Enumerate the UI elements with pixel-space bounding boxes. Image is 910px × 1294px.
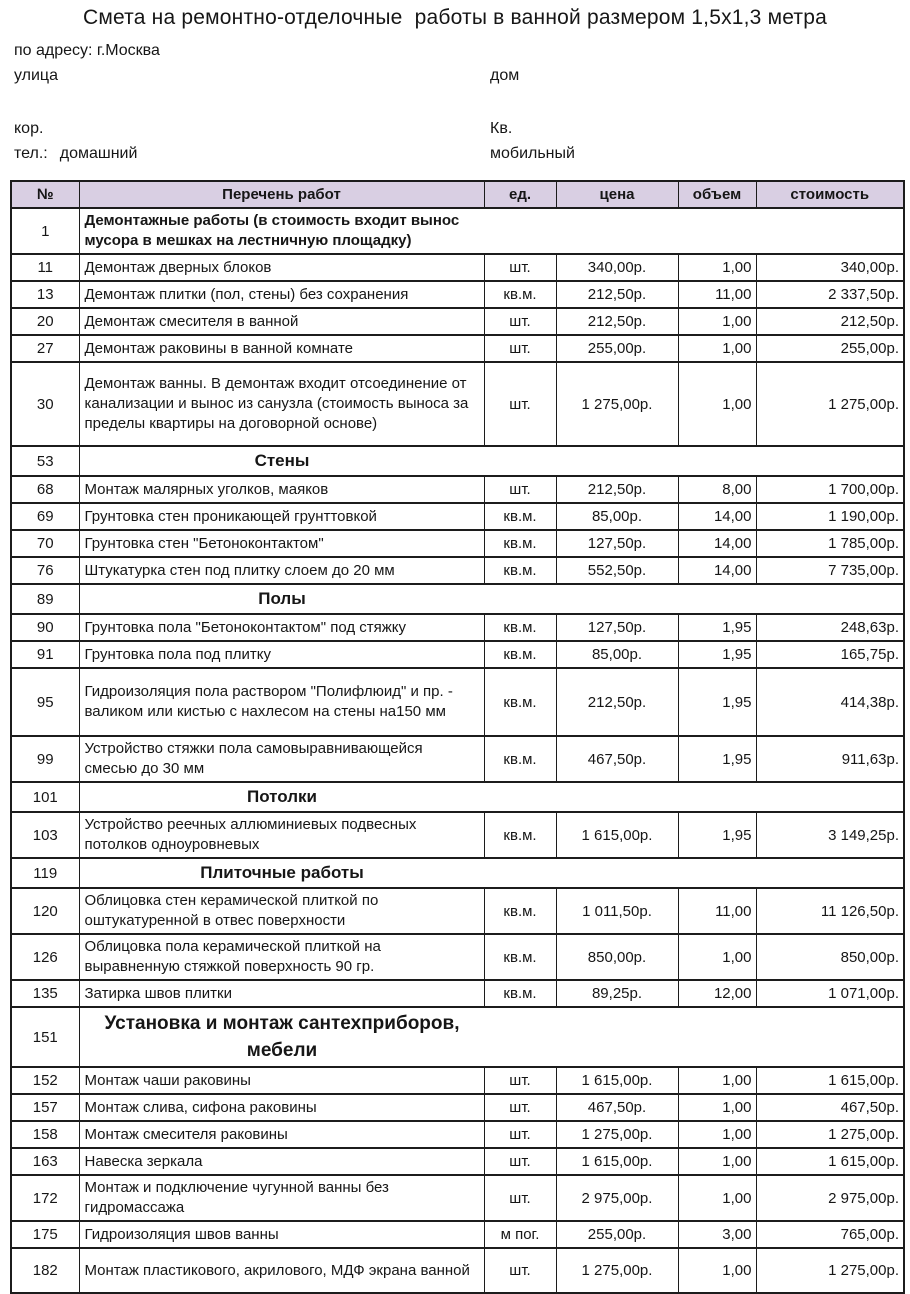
cost-cell: 7 735,00р.: [756, 557, 904, 584]
unit-cell: кв.м.: [484, 668, 556, 736]
apartment-label: Кв.: [490, 120, 513, 137]
volume-cell: 1,95: [678, 812, 756, 858]
volume-cell: 1,00: [678, 1067, 756, 1094]
building-label: кор.: [14, 120, 44, 137]
work-description-cell: Демонтаж дверных блоков: [79, 254, 484, 281]
work-description-cell: Гидроизоляция пола раствором "Полифлюид" и пр. - валиком или кистью с нахлесом на стены на150 мм: [79, 668, 484, 736]
column-header-number: №: [11, 181, 79, 208]
phone-mobile-label: мобильный: [490, 145, 575, 162]
section-title-cell: [79, 584, 904, 614]
work-item-row: [11, 254, 904, 281]
volume-cell: 1,00: [678, 1175, 756, 1221]
volume-cell: 14,00: [678, 503, 756, 530]
volume-cell: 1,00: [678, 254, 756, 281]
cost-cell: 1 700,00р.: [756, 476, 904, 503]
price-cell: 85,00р.: [556, 503, 678, 530]
work-description-cell: Демонтаж плитки (пол, стены) без сохранения: [79, 281, 484, 308]
work-item-row: [11, 614, 904, 641]
unit-cell: шт.: [484, 254, 556, 281]
cost-cell: 1 190,00р.: [756, 503, 904, 530]
price-cell: 1 011,50р.: [556, 888, 678, 934]
row-number-cell: 1: [11, 208, 79, 254]
estimate-table: [10, 180, 905, 1294]
cost-cell: 340,00р.: [756, 254, 904, 281]
row-number-cell: 101: [11, 782, 79, 812]
price-cell: 1 275,00р.: [556, 1121, 678, 1148]
price-cell: 212,50р.: [556, 476, 678, 503]
work-item-row: [11, 476, 904, 503]
unit-cell: кв.м.: [484, 736, 556, 782]
row-number-cell: 172: [11, 1175, 79, 1221]
work-item-row: [11, 1248, 904, 1293]
phone-line: [14, 141, 490, 166]
price-cell: 127,50р.: [556, 530, 678, 557]
price-cell: 467,50р.: [556, 736, 678, 782]
phone-home-label: домашний: [59, 145, 138, 162]
section-title-cell: [79, 1007, 904, 1067]
work-description-cell: Гидроизоляция швов ванны: [79, 1221, 484, 1248]
unit-cell: кв.м.: [484, 530, 556, 557]
table-header-row: [11, 181, 904, 208]
work-description-cell: Грунтовка стен проникающей грунттовкой: [79, 503, 484, 530]
price-cell: 552,50р.: [556, 557, 678, 584]
work-description-cell: Устройство стяжки пола самовыравнивающейся смесью до 30 мм: [79, 736, 484, 782]
cost-cell: 1 785,00р.: [756, 530, 904, 557]
price-cell: 467,50р.: [556, 1094, 678, 1121]
volume-cell: 1,95: [678, 736, 756, 782]
section-row: [11, 584, 904, 614]
cost-cell: 850,00р.: [756, 934, 904, 980]
price-cell: 127,50р.: [556, 614, 678, 641]
cost-cell: 911,63р.: [756, 736, 904, 782]
price-cell: 255,00р.: [556, 335, 678, 362]
work-description-cell: Грунтовка пола под плитку: [79, 641, 484, 668]
cost-cell: 1 275,00р.: [756, 362, 904, 446]
column-header-unit: ед.: [484, 181, 556, 208]
unit-cell: кв.м.: [484, 888, 556, 934]
unit-cell: шт.: [484, 1148, 556, 1175]
section-row: [11, 208, 904, 254]
row-number-cell: 182: [11, 1248, 79, 1293]
row-number-cell: 95: [11, 668, 79, 736]
price-cell: 89,25р.: [556, 980, 678, 1007]
cost-cell: 165,75р.: [756, 641, 904, 668]
work-description-cell: Облицовка пола керамической плиткой на выравненную стяжкой поверхность 90 гр.: [79, 934, 484, 980]
unit-cell: м пог.: [484, 1221, 556, 1248]
work-item-row: [11, 1094, 904, 1121]
cost-cell: 1 071,00р.: [756, 980, 904, 1007]
work-item-row: [11, 1067, 904, 1094]
work-description-cell: Монтаж пластикового, акрилового, МДФ экрана ванной: [79, 1248, 484, 1293]
section-row: [11, 446, 904, 476]
section-row: [11, 858, 904, 888]
address-line: по адресу: г.Москва: [14, 42, 160, 59]
price-cell: 1 615,00р.: [556, 1067, 678, 1094]
work-description-cell: Грунтовка стен "Бетоноконтактом": [79, 530, 484, 557]
document-meta: [0, 38, 910, 166]
price-cell: 340,00р.: [556, 254, 678, 281]
price-cell: 2 975,00р.: [556, 1175, 678, 1221]
row-number-cell: 69: [11, 503, 79, 530]
row-number-cell: 120: [11, 888, 79, 934]
volume-cell: 12,00: [678, 980, 756, 1007]
work-description-cell: Затирка швов плитки: [79, 980, 484, 1007]
volume-cell: 14,00: [678, 530, 756, 557]
row-number-cell: 11: [11, 254, 79, 281]
unit-cell: кв.м.: [484, 503, 556, 530]
document-title: Смета на ремонтно-отделочные работы в ванной размером 1,5х1,3 метра: [82, 6, 827, 29]
section-title: Стены: [254, 451, 310, 470]
section-row: [11, 782, 904, 812]
work-item-row: [11, 557, 904, 584]
work-description-cell: Демонтаж ванны. В демонтаж входит отсоединение от канализации и вынос из санузла (стоимость выноса за пределы квартиры на договорной основе): [79, 362, 484, 446]
meta-spacer: [14, 88, 910, 116]
row-number-cell: 13: [11, 281, 79, 308]
row-number-cell: 151: [11, 1007, 79, 1067]
price-cell: 1 615,00р.: [556, 812, 678, 858]
work-item-row: [11, 1121, 904, 1148]
unit-cell: кв.м.: [484, 281, 556, 308]
section-title: Установка и монтаж сантехприборов, мебели: [104, 1013, 460, 1061]
volume-cell: 3,00: [678, 1221, 756, 1248]
volume-cell: 1,00: [678, 1248, 756, 1293]
street-label: улица: [14, 67, 58, 84]
volume-cell: 1,00: [678, 1094, 756, 1121]
price-cell: 212,50р.: [556, 668, 678, 736]
work-description-cell: Штукатурка стен под плитку слоем до 20 мм: [79, 557, 484, 584]
price-cell: 850,00р.: [556, 934, 678, 980]
work-description-cell: Грунтовка пола "Бетоноконтактом" под стяжку: [79, 614, 484, 641]
price-cell: 212,50р.: [556, 308, 678, 335]
row-number-cell: 27: [11, 335, 79, 362]
row-number-cell: 91: [11, 641, 79, 668]
work-description-cell: Демонтаж смесителя в ванной: [79, 308, 484, 335]
work-item-row: [11, 641, 904, 668]
cost-cell: 1 615,00р.: [756, 1148, 904, 1175]
cost-cell: 1 275,00р.: [756, 1248, 904, 1293]
house-label: дом: [490, 67, 520, 84]
work-item-row: [11, 1148, 904, 1175]
work-item-row: [11, 503, 904, 530]
price-cell: 1 275,00р.: [556, 1248, 678, 1293]
unit-cell: шт.: [484, 1175, 556, 1221]
unit-cell: кв.м.: [484, 614, 556, 641]
price-cell: 255,00р.: [556, 1221, 678, 1248]
work-description-cell: Навеска зеркала: [79, 1148, 484, 1175]
column-header-cost: стоимость: [756, 181, 904, 208]
row-number-cell: 126: [11, 934, 79, 980]
volume-cell: 1,00: [678, 362, 756, 446]
column-header-price: цена: [556, 181, 678, 208]
work-item-row: [11, 1175, 904, 1221]
work-item-row: [11, 308, 904, 335]
work-description-cell: Монтаж и подключение чугунной ванны без гидромассажа: [79, 1175, 484, 1221]
cost-cell: 414,38р.: [756, 668, 904, 736]
column-header-works: Перечень работ: [79, 181, 484, 208]
row-number-cell: 157: [11, 1094, 79, 1121]
volume-cell: 1,00: [678, 335, 756, 362]
work-item-row: [11, 281, 904, 308]
work-item-row: [11, 812, 904, 858]
section-title: Полы: [258, 589, 306, 608]
cost-cell: 2 975,00р.: [756, 1175, 904, 1221]
unit-cell: шт.: [484, 308, 556, 335]
volume-cell: 1,95: [678, 641, 756, 668]
work-item-row: [11, 1221, 904, 1248]
section-row: [11, 1007, 904, 1067]
unit-cell: кв.м.: [484, 641, 556, 668]
row-number-cell: 90: [11, 614, 79, 641]
work-item-row: [11, 668, 904, 736]
cost-cell: 255,00р.: [756, 335, 904, 362]
section-title: Плиточные работы: [200, 863, 364, 882]
unit-cell: шт.: [484, 1094, 556, 1121]
cost-cell: 212,50р.: [756, 308, 904, 335]
volume-cell: 11,00: [678, 281, 756, 308]
volume-cell: 1,00: [678, 1121, 756, 1148]
cost-cell: 1 615,00р.: [756, 1067, 904, 1094]
phone-label: тел.:: [14, 145, 48, 162]
unit-cell: кв.м.: [484, 980, 556, 1007]
cost-cell: 765,00р.: [756, 1221, 904, 1248]
row-number-cell: 158: [11, 1121, 79, 1148]
work-description-cell: Устройство реечных аллюминиевых подвесных потолков одноуровневых: [79, 812, 484, 858]
section-title-cell: [79, 446, 904, 476]
cost-cell: 467,50р.: [756, 1094, 904, 1121]
row-number-cell: 119: [11, 858, 79, 888]
price-cell: 1 615,00р.: [556, 1148, 678, 1175]
column-header-volume: объем: [678, 181, 756, 208]
row-number-cell: 70: [11, 530, 79, 557]
volume-cell: 1,95: [678, 614, 756, 641]
work-description-cell: Облицовка стен керамической плиткой по оштукатуренной в отвес поверхности: [79, 888, 484, 934]
volume-cell: 1,00: [678, 1148, 756, 1175]
row-number-cell: 20: [11, 308, 79, 335]
work-description-cell: Демонтаж раковины в ванной комнате: [79, 335, 484, 362]
volume-cell: 1,95: [678, 668, 756, 736]
cost-cell: 11 126,50р.: [756, 888, 904, 934]
row-number-cell: 30: [11, 362, 79, 446]
row-number-cell: 76: [11, 557, 79, 584]
work-item-row: [11, 335, 904, 362]
row-number-cell: 103: [11, 812, 79, 858]
unit-cell: шт.: [484, 476, 556, 503]
work-description-cell: Монтаж смесителя раковины: [79, 1121, 484, 1148]
unit-cell: кв.м.: [484, 934, 556, 980]
row-number-cell: 89: [11, 584, 79, 614]
work-item-row: [11, 934, 904, 980]
work-description-cell: Монтаж малярных уголков, маяков: [79, 476, 484, 503]
cost-cell: 2 337,50р.: [756, 281, 904, 308]
cost-cell: 1 275,00р.: [756, 1121, 904, 1148]
work-item-row: [11, 362, 904, 446]
row-number-cell: 175: [11, 1221, 79, 1248]
work-description-cell: Монтаж слива, сифона раковины: [79, 1094, 484, 1121]
unit-cell: кв.м.: [484, 557, 556, 584]
row-number-cell: 99: [11, 736, 79, 782]
work-item-row: [11, 530, 904, 557]
unit-cell: шт.: [484, 1067, 556, 1094]
unit-cell: шт.: [484, 335, 556, 362]
group-note-cell: [79, 208, 904, 254]
price-cell: 1 275,00р.: [556, 362, 678, 446]
work-item-row: [11, 888, 904, 934]
group-note: Демонтажные работы (в стоимость входит вынос мусора в мешках на лестничную площадку): [84, 212, 460, 249]
volume-cell: 14,00: [678, 557, 756, 584]
unit-cell: шт.: [484, 1121, 556, 1148]
section-title-cell: [79, 858, 904, 888]
cost-cell: 248,63р.: [756, 614, 904, 641]
volume-cell: 1,00: [678, 308, 756, 335]
row-number-cell: 53: [11, 446, 79, 476]
price-cell: 212,50р.: [556, 281, 678, 308]
work-item-row: [11, 736, 904, 782]
unit-cell: кв.м.: [484, 812, 556, 858]
price-cell: 85,00р.: [556, 641, 678, 668]
unit-cell: шт.: [484, 362, 556, 446]
cost-cell: 3 149,25р.: [756, 812, 904, 858]
row-number-cell: 163: [11, 1148, 79, 1175]
volume-cell: 8,00: [678, 476, 756, 503]
unit-cell: шт.: [484, 1248, 556, 1293]
work-description-cell: Монтаж чаши раковины: [79, 1067, 484, 1094]
work-item-row: [11, 980, 904, 1007]
row-number-cell: 68: [11, 476, 79, 503]
section-title-cell: [79, 782, 904, 812]
volume-cell: 11,00: [678, 888, 756, 934]
row-number-cell: 135: [11, 980, 79, 1007]
section-title: Потолки: [246, 787, 317, 806]
row-number-cell: 152: [11, 1067, 79, 1094]
volume-cell: 1,00: [678, 934, 756, 980]
